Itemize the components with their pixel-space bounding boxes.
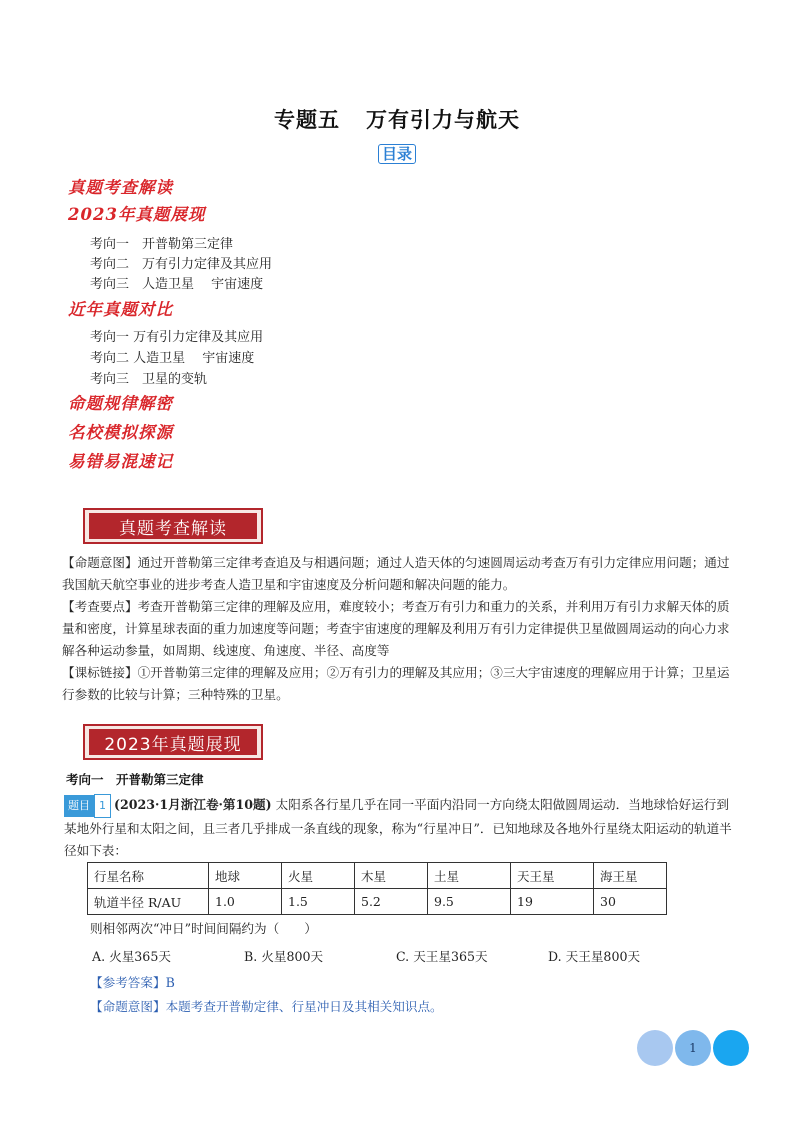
section-banner-2023: 2023年真题展现 [83,724,263,760]
toc-item-5[interactable]: 名校模拟探源 [68,423,173,442]
question-ask: 则相邻两次“冲日”时间间隔约为（ ） [90,921,317,936]
toc-item-3[interactable]: 近年真题对比 [68,300,173,319]
toc-subitem[interactable]: 考向二 万有引力定律及其应用 [90,257,273,272]
intent-paragraph: 【命题意图】通过开普勒第三定律考查追及与相遇问题；通过人造天体的匀速圆周运动考查万有引力定律应用问题；通过我国航天航空事业的进步考查人造卫星和宇宙速度及分析问题和解决问题的能力。 [62,555,730,592]
section-banner-review: 真题考查解读 [83,508,263,544]
title-topic-number: 专题五 [274,108,340,132]
table-row: 轨道半径 R/AU 1.0 1.5 5.2 9.5 19 30 [88,889,667,915]
option-c[interactable]: C. 天王星365天 [396,949,488,964]
toc-label: 目录 [0,143,794,164]
toc-subitem[interactable]: 考向一 万有引力定律及其应用 [90,330,264,345]
question-number: 1 [94,794,111,818]
orbit-radius-table [87,862,667,915]
toc-item-6[interactable]: 易错易混速记 [68,452,173,471]
toc-subitem[interactable]: 考向三 卫星的变轨 [90,372,208,387]
toc-item-2[interactable]: 2023年真题展现 [68,205,206,224]
points-paragraph: 【考查要点】考查开普勒第三定律的理解及应用，难度较小；考查万有引力和重力的关系，并利用万有引力求解天体的质量和密度，计算星球表面的重力加速度等问题；考查宇宙速度的理解及利用万有引力定律提供卫星做圆周运动的向心力求解各种运动参量，如周期、线速度、角速度、半径、高度等 [62,599,730,658]
toc-item-4[interactable]: 命题规律解密 [68,394,173,413]
toc-subitem[interactable]: 考向一 开普勒第三定律 [90,237,234,252]
option-d[interactable]: D. 天王星800天 [548,949,641,964]
option-b[interactable]: B. 火星800天 [244,949,324,964]
toc-item-1[interactable]: 真题考查解读 [68,178,173,197]
question-badge: 题目 [64,795,94,817]
toc-subitem[interactable]: 考向三 人造卫星 宇宙速度 [90,277,264,292]
title-topic-name: 万有引力与航天 [366,108,520,132]
page-number: 1 [675,1030,711,1066]
toc-subitem[interactable]: 考向二 人造卫星 宇宙速度 [90,351,255,366]
option-a[interactable]: A. 火星365天 [92,949,171,964]
reference-answer: 【参考答案】B [90,975,175,990]
question-stem: 题目 1 (2023·1月浙江卷·第10题) 太阳系各行星几乎在同一平面内沿同一方向绕太阳做圆周运动．当地球恰好运行到某地外行星和太阳之间，且三者几乎排成一条直线的现象，称为“行星冲日”．已知地球及各地外行星绕太阳运动的轨道半径如下表： [64,794,736,862]
standard-link-paragraph: 【课标链接】①开普勒第三定律的理解及应用；②万有引力的理解及其应用；③三大宇宙速度的理解应用于计算；卫星运行参数的比较与计算；三种特殊的卫星。 [62,665,730,702]
page-indicator [637,1030,751,1066]
section-heading: 考向一 开普勒第三定律 [66,772,204,787]
question-intent: 【命题意图】本题考查开普勒定律、行星冲日及其相关知识点。 [90,999,443,1014]
page-title [0,104,794,134]
table-row: 行星名称 地球 火星 木星 土星 天王星 海王星 [88,863,667,889]
page-dot-left [637,1030,673,1066]
page-dot-right [713,1030,749,1066]
